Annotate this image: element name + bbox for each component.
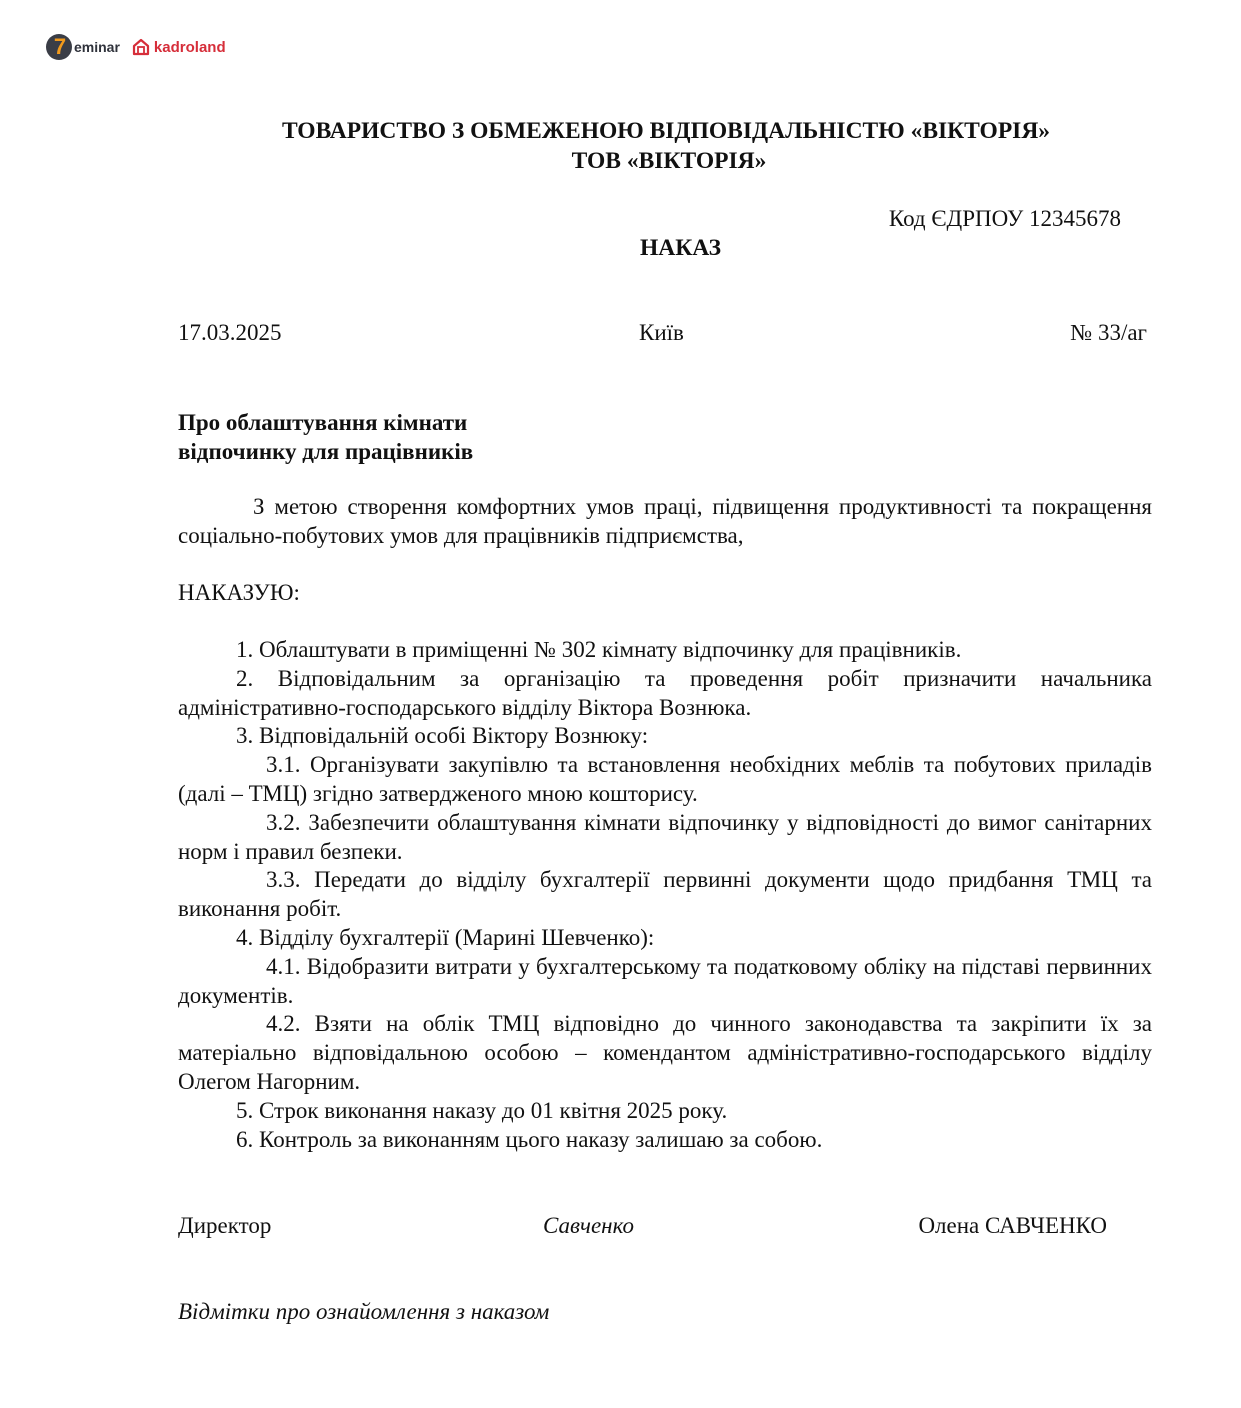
order-date: 17.03.2025 — [178, 320, 282, 345]
seminar-logo-text: eminar — [74, 39, 120, 55]
order-subitem: 4.1. Відобразити витрати у бухгалтерському та податковому обліку на підставі первинних документів. — [178, 953, 1152, 1008]
logos — [46, 33, 226, 61]
kadroland-logo-text-part2: land — [194, 38, 226, 56]
org-full-name: ТОВАРИСТВО З ОБМЕЖЕНОЮ ВІДПОВІДАЛЬНІСТЮ «ВІКТОРІЯ» — [281, 118, 1051, 144]
org-short-name: ТОВ «ВІКТОРІЯ» — [571, 148, 767, 174]
order-item: 1. Облаштувати в приміщенні № 302 кімнату відпочинку для працівників. — [236, 637, 962, 662]
order-city: Київ — [639, 320, 684, 345]
kadroland-logo-text — [154, 39, 226, 56]
house-icon — [132, 38, 150, 56]
order-subject — [178, 408, 473, 466]
order-number: № 33/аг — [1070, 320, 1147, 345]
order-item: 6. Контроль за виконанням цього наказу залишаю за собою. — [236, 1126, 823, 1152]
edrpou-code: Код ЄДРПОУ 12345678 — [888, 206, 1121, 231]
acknowledgement-note: Відмітки про ознайомлення з наказом — [178, 1299, 550, 1324]
order-item: 2. Відповідальним за організацію та проведення робіт призначити начальника адміністративно-господарського відділу Віктора Вознюка. — [178, 665, 1152, 720]
order-items — [178, 636, 1152, 1154]
kadroland-logo-text-part1: kadro — [153, 38, 195, 56]
signature: Савченко — [543, 1213, 634, 1238]
order-word: НАКАЗУЮ: — [178, 580, 300, 605]
order-subitem: 3.2. Забезпечити облаштування кімнати відпочинку у відповідності до вимог санітарних норм і правил безпеки. — [178, 809, 1152, 864]
order-subitem: 3.3. Передати до відділу бухгалтерії первинні документи щодо придбання ТМЦ та виконання робіт. — [178, 867, 1152, 922]
order-subitem: 3.1. Організувати закупівлю та встановлення необхідних меблів та побутових приладів (далі – ТМЦ) згідно затвердженого мною кошторису. — [178, 752, 1152, 806]
document-type: НАКАЗ — [639, 235, 722, 261]
order-item: 4. Відділу бухгалтерії (Марині Шевченко): — [236, 924, 655, 950]
order-item: 5. Строк виконання наказу до 01 квітня 2025 року. — [236, 1097, 728, 1123]
seminar-logo-icon — [46, 34, 72, 60]
order-item: 3. Відповідальній особі Віктору Вознюку: — [236, 723, 649, 749]
seminar-logo-digit: 7 — [53, 33, 67, 59]
signer-role: Директор — [178, 1213, 272, 1238]
signer-name: Олена САВЧЕНКО — [918, 1213, 1107, 1238]
preamble: З метою створення комфортних умов праці, підвищення продуктивності та покращення соціально-побутових умов для працівників підприємства, — [178, 494, 1152, 548]
kadroland-logo — [132, 38, 226, 56]
subject-line: відпочинку для працівників — [178, 439, 474, 464]
subject-line: Про облаштування кімнати — [178, 410, 468, 435]
order-subitem: 4.2. Взяти на облік ТМЦ відповідно до чинного законодавства та закріпити їх за матеріально відповідальною особою – комендантом адміністративно-господарського відділу Олегом Нагорним. — [178, 1011, 1152, 1094]
seminar-logo — [46, 34, 120, 60]
